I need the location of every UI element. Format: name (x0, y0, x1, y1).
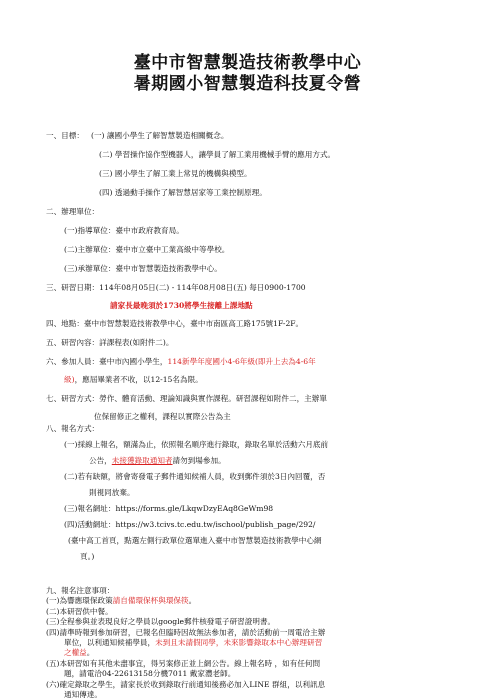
participants-suffix: ，應屆畢業者不收，以12-15名為限。 (74, 375, 203, 384)
registration-item-1-highlight: 未接獲錄取通知者 (111, 456, 173, 465)
attention-item-4-line-1: (四)請準時報到參加研習，已報名但臨時因故無法參加者，請於活動前一周電洽主辦 (46, 627, 326, 637)
registration-item-2-line-1: (二)若有缺額，將會寄發電子郵件通知候補人員，收到郵件須於3日內回覆，否 (64, 472, 326, 481)
units-item-3: (三)承辦單位：臺中市智慧製造技術教學中心。 (64, 264, 222, 273)
goal-item-4: (四) 透過動手操作了解智慧居家等工業控制原理。 (99, 188, 267, 197)
participants-highlight: 114新學年度國小4-6年級(即升上去為4-6年 (167, 357, 316, 366)
attention-item-4-prefix: 單位，以利通知候補學員， (64, 638, 156, 647)
registration-form-link[interactable]: (三)報名網址：https://forms.gle/LkqwDzyEAq8GeWm98 (64, 504, 274, 513)
units-label: 二、辦理單位： (46, 207, 100, 216)
registration-item-1-suffix: 請勿到場參加。 (172, 456, 226, 465)
attention-item-6-line-1: (六)確定錄取之學生，請家長於收到錄取行前通知後務必加入LINE 群組，以利訊息 (46, 679, 326, 689)
attention-item-5-line-2: 題，請電洽04-22613158分機7011 戴家灃老師。 (64, 669, 236, 679)
participants-prefix: 六、參加人員：臺中市內國小學生， (46, 357, 168, 366)
registration-item-1-prefix: 公告， (89, 456, 112, 465)
method-line-1: 七、研習方式：勞作、體育活動、理論知識與實作課程。研習課程如附件二，主辦單 (46, 394, 327, 403)
goal-item-1: (一) 讓國小學生了解智慧製造相關概念。 (91, 131, 229, 140)
attention-item-4-line-3 (64, 648, 94, 658)
attention-item-5-line-1: (五)本研習如有其他未盡事宜，得另案修正並上網公告。線上報名時 ，如有任何問 (46, 658, 321, 668)
attention-item-6-line-2: 通知傳達。 (64, 690, 102, 699)
registration-item-5-line-1: (臺中高工首頁，點選左側行政單位選單進入臺中市智慧製造技術教學中心網 (68, 536, 322, 545)
units-item-1: (一)指導單位：臺中市政府教育局。 (64, 226, 184, 235)
attention-item-4-line-2 (64, 638, 322, 648)
attention-item-3: (三)全程參與並表現良好之學員以google郵件核發電子研習證明書。 (46, 617, 276, 627)
registration-item-5-line-2: 頁。) (80, 552, 95, 561)
goal-label: 一、目標： (46, 131, 84, 140)
registration-activity-link[interactable]: (四)活動網址：https://w3.tcivs.tc.edu.tw/ischool/publish_page/292/ (64, 520, 316, 529)
participants-highlight-cont: 級) (64, 375, 75, 384)
time-line: 三、研習日期：114年08月05日(二) - 114年08月08日(五) 每日0900-1700 (46, 283, 306, 292)
attention-label: 九、報名注意事項： (46, 586, 115, 595)
registration-item-1-line-2 (89, 456, 226, 466)
participants-line-2 (64, 375, 203, 385)
registration-item-1-line-1: (一)採線上報名，額滿為止，依照報名順序進行錄取，錄取名單於活動六月底前 (64, 440, 329, 449)
method-line-2: 位保留修正之權利，課程以實際公告為主 (94, 412, 231, 421)
content-line: 五、研習內容：詳課程表(如附件二)。 (46, 338, 174, 347)
attention-item-1-prefix: (一)為響應環保政策 (46, 596, 113, 606)
units-item-2: (二)主辦單位：臺中市立臺中工業高級中等學校。 (64, 245, 230, 254)
time-pickup-note: 請家長最晚須於1730將學生接離上課地點 (110, 301, 253, 310)
attention-item-1 (46, 596, 196, 606)
attention-item-4-highlight: 未到且未請假同學，未來影響錄取本中心辦理研習 (155, 638, 323, 647)
goal-item-3: (三) 國小學生了解工業上常見的機構與模型。 (99, 169, 252, 178)
document-subtitle: 暑期國小智慧製造科技夏令營 (133, 74, 362, 94)
registration-item-2-line-2: 則視同放棄。 (89, 488, 135, 497)
attention-item-1-suffix: 。 (188, 596, 197, 606)
document-title: 臺中市智慧製造技術教學中心 (133, 53, 362, 73)
attention-item-4-end: 。 (86, 648, 95, 658)
location-line: 四、地點：臺中市智慧製造技術教學中心，臺中市南區高工路175號1F-2F。 (46, 319, 304, 328)
attention-item-1-highlight: 請自備環保杯與環保筷 (112, 596, 189, 606)
participants-line-1 (46, 357, 316, 367)
goal-item-2: (二) 學習操作協作型機器人，讓學員了解工業用機械手臂的應用方式。 (99, 150, 336, 159)
registration-label: 八、報名方式： (46, 424, 100, 433)
attention-item-4-highlight-cont: 之權益 (64, 648, 87, 658)
attention-item-2: (二)本研習供中餐。 (46, 606, 113, 616)
